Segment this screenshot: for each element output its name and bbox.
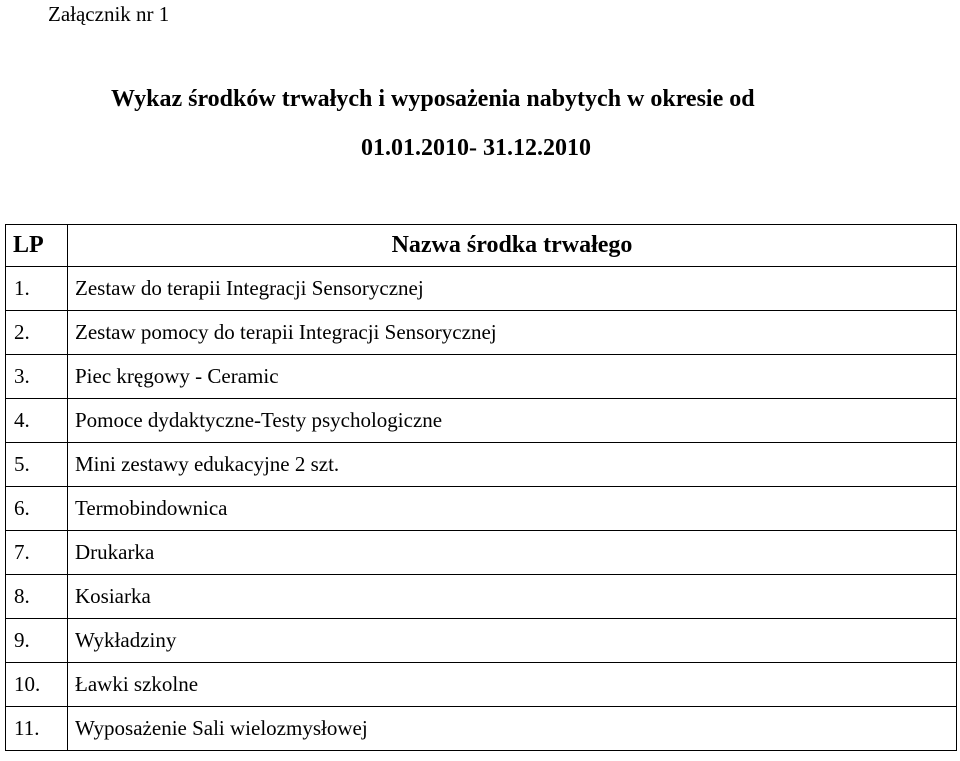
table-header-row: [6, 225, 957, 267]
row-lp: 2.: [6, 311, 68, 355]
row-lp: 8.: [6, 575, 68, 619]
row-lp: 1.: [6, 267, 68, 311]
row-lp: 10.: [6, 663, 68, 707]
row-lp: 5.: [6, 443, 68, 487]
annex-label: Załącznik nr 1: [48, 2, 170, 26]
row-name: Drukarka: [68, 531, 957, 575]
row-name: Termobindownica: [68, 487, 957, 531]
column-header-name: Nazwa środka trwałego: [68, 225, 957, 267]
table-row: [6, 575, 957, 619]
row-name: Mini zestawy edukacyjne 2 szt.: [68, 443, 957, 487]
row-name: Wyposażenie Sali wielozmysłowej: [68, 707, 957, 751]
row-lp: 9.: [6, 619, 68, 663]
row-lp: 3.: [6, 355, 68, 399]
table-row: [6, 443, 957, 487]
row-lp: 11.: [6, 707, 68, 751]
row-lp: 4.: [6, 399, 68, 443]
row-name: Piec kręgowy - Ceramic: [68, 355, 957, 399]
row-name: Wykładziny: [68, 619, 957, 663]
row-lp: 7.: [6, 531, 68, 575]
row-name: Zestaw do terapii Integracji Sensorycznej: [68, 267, 957, 311]
row-name: Pomoce dydaktyczne-Testy psychologiczne: [68, 399, 957, 443]
row-name: Zestaw pomocy do terapii Integracji Sensorycznej: [68, 311, 957, 355]
table-row: [6, 267, 957, 311]
row-name: Ławki szkolne: [68, 663, 957, 707]
row-name: Kosiarka: [68, 575, 957, 619]
fixed-assets-table: [5, 224, 957, 751]
table-row: [6, 311, 957, 355]
column-header-lp: LP: [6, 225, 68, 267]
document-title-line-2: 01.01.2010- 31.12.2010: [361, 135, 591, 161]
table-row: [6, 487, 957, 531]
table-row: [6, 355, 957, 399]
table-row: [6, 707, 957, 751]
table-row: [6, 663, 957, 707]
row-lp: 6.: [6, 487, 68, 531]
document-title-line-1: Wykaz środków trwałych i wyposażenia nabytych w okresie od: [111, 86, 755, 112]
table-row: [6, 531, 957, 575]
table-row: [6, 619, 957, 663]
table-row: [6, 399, 957, 443]
